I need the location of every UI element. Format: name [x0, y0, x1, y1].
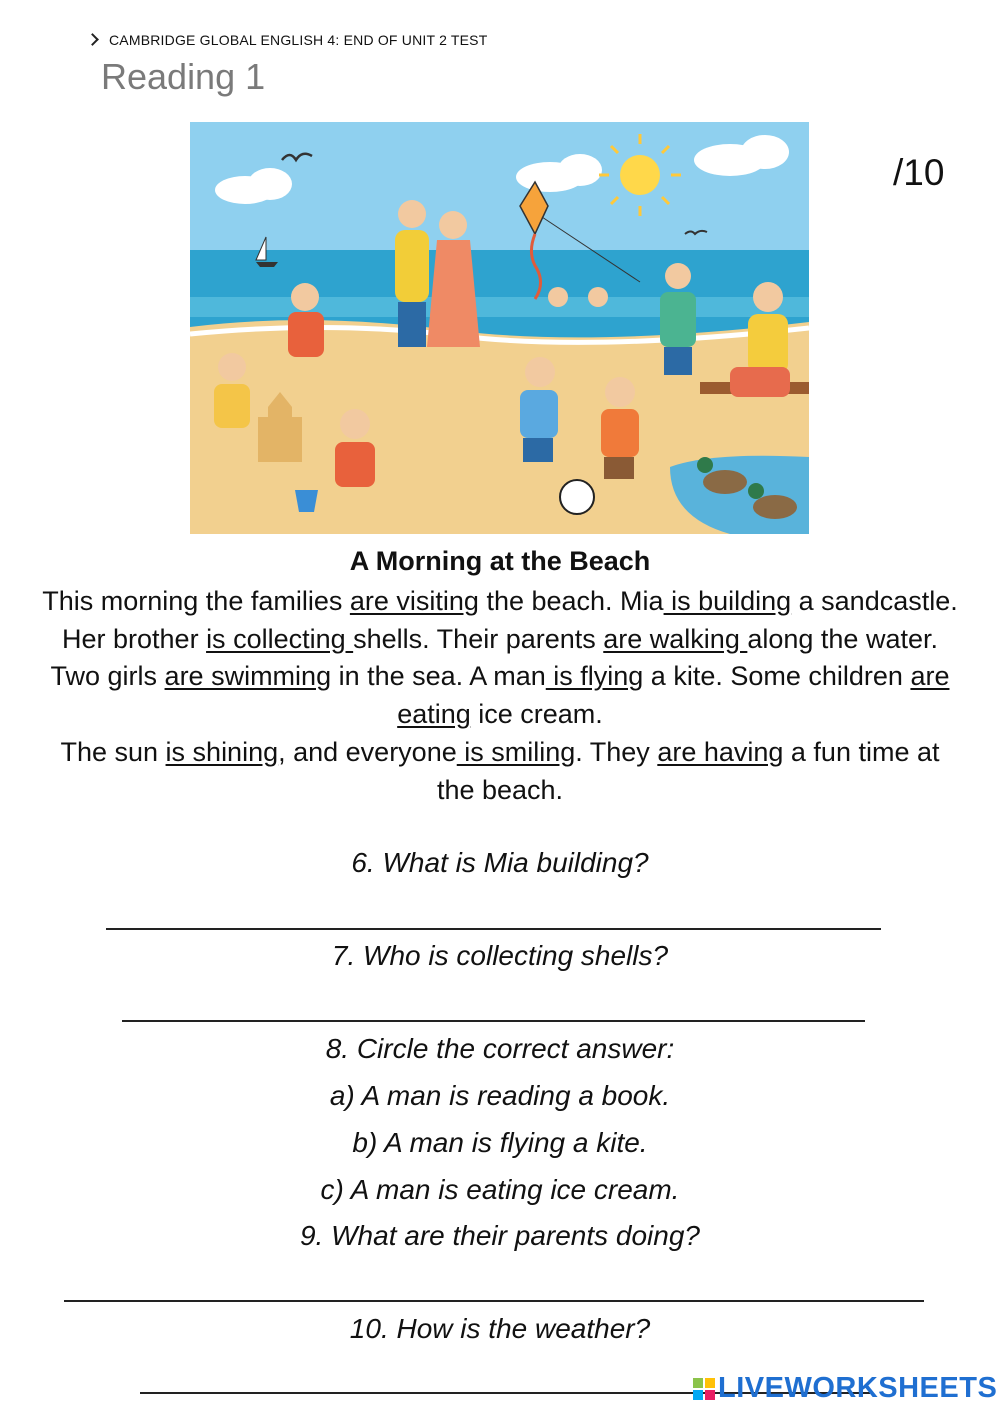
underlined-verb: are having	[657, 736, 784, 767]
story-paragraph-2	[40, 658, 960, 733]
answer-line-9[interactable]	[64, 1300, 924, 1302]
option-a[interactable]: a) A man is reading a book.	[329, 1080, 671, 1111]
question-9: 9. What are their parents doing?	[299, 1220, 700, 1251]
underlined-verb: is shining	[165, 736, 279, 767]
story-text-segment: along the water.	[747, 623, 938, 654]
chevron-right-icon	[86, 33, 99, 46]
breadcrumb	[86, 32, 487, 48]
story-paragraph-3	[40, 734, 960, 809]
underlined-verb: is flying	[545, 661, 644, 692]
answer-line-6[interactable]	[106, 928, 881, 930]
section-title: Reading 1	[101, 56, 266, 97]
liveworksheets-watermark: LIVEWORKSHEETS	[718, 1372, 998, 1404]
underlined-verb: are walking	[603, 623, 748, 654]
underlined-verb: are swimming	[164, 661, 332, 692]
question-6: 6. What is Mia building?	[351, 847, 649, 878]
liveworksheets-logo-icon	[693, 1378, 715, 1400]
story-text-segment: a sandcastle. Her brother	[62, 586, 958, 654]
story-text-segment: , and everyone	[278, 736, 457, 767]
story-text-segment: ice cream.	[470, 699, 603, 730]
story-text-segment: Two girls	[50, 661, 165, 692]
underlined-verb: are eating	[397, 661, 950, 730]
story-text-segment: in the sea. A man	[331, 661, 546, 692]
score-label: /10	[893, 152, 945, 193]
question-8: 8. Circle the correct answer:	[325, 1033, 675, 1064]
story-text-segment: The sun	[60, 736, 166, 767]
story-text-segment: a fun time at the beach.	[436, 736, 940, 805]
answer-line-7[interactable]	[122, 1020, 865, 1022]
story-text-segment: . They	[575, 736, 658, 767]
story-text-segment: the beach. Mia	[478, 586, 664, 616]
underlined-verb: are visiting	[349, 586, 479, 616]
question-10: 10. How is the weather?	[349, 1313, 651, 1344]
underlined-verb: is smiling	[456, 736, 576, 767]
beach-scene-illustration	[190, 122, 809, 534]
story-title: A Morning at the Beach	[349, 546, 651, 576]
story-text-segment: This morning the families	[42, 586, 350, 616]
question-7: 7. Who is collecting shells?	[331, 940, 669, 971]
underlined-verb: is building	[663, 586, 792, 616]
option-c[interactable]: c) A man is eating ice cream.	[320, 1174, 680, 1205]
story-text-segment: shells. Their parents	[353, 623, 604, 654]
breadcrumb-text: CAMBRIDGE GLOBAL ENGLISH 4: END OF UNIT 2 TEST	[109, 32, 488, 48]
story-text-segment: a kite. Some children	[643, 661, 911, 692]
story-text	[40, 583, 960, 809]
underlined-verb: is collecting	[206, 623, 354, 654]
story-paragraph-1	[40, 583, 960, 658]
option-b[interactable]: b) A man is flying a kite.	[352, 1127, 648, 1158]
